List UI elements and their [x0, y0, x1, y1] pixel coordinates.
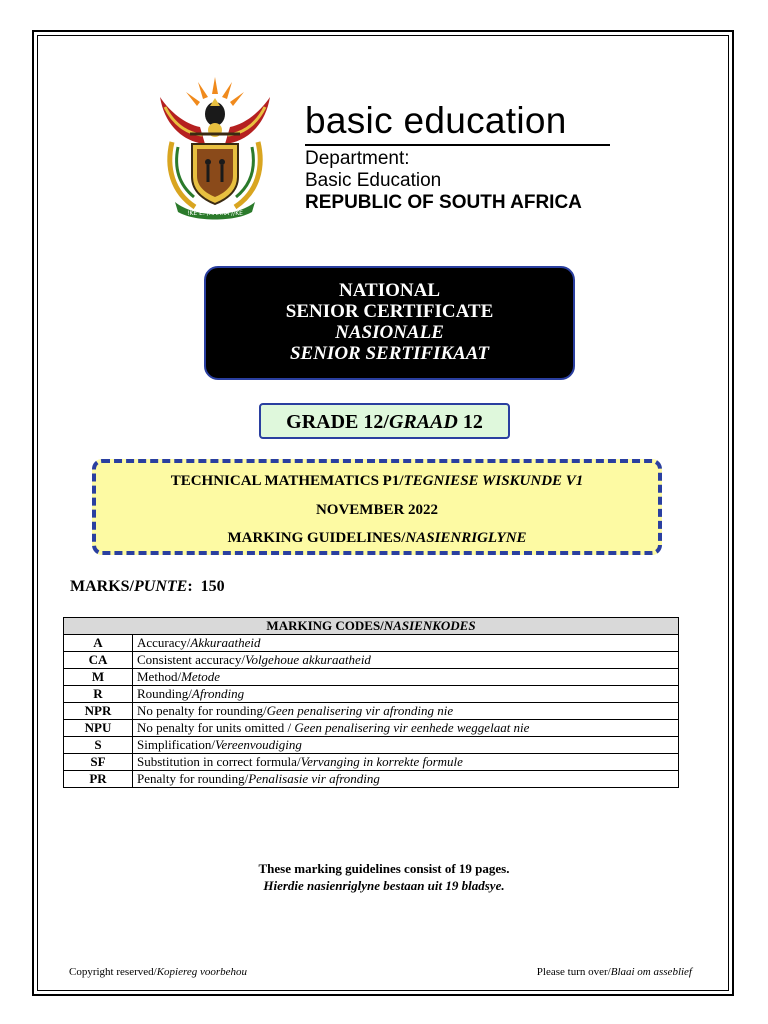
- table-row: [64, 754, 679, 771]
- subject-title-en: TECHNICAL MATHEMATICS P1/: [170, 473, 404, 489]
- table-row: [64, 686, 679, 703]
- description-cell: [133, 635, 679, 652]
- guideline-title-en: MARKING GUIDELINES/: [227, 530, 406, 546]
- description-cell: [133, 737, 679, 754]
- description-cell: [133, 652, 679, 669]
- description-en: No penalty for rounding/: [137, 703, 267, 718]
- subject-box: [92, 459, 662, 555]
- certificate-line-4: SENIOR SERTIFIKAAT: [289, 343, 490, 364]
- code-cell: R: [64, 686, 133, 703]
- dept-line-3: REPUBLIC OF SOUTH AFRICA: [305, 192, 582, 213]
- table-row: [64, 720, 679, 737]
- coat-of-arms-icon: [150, 72, 280, 222]
- brand-name: basic education: [305, 100, 567, 141]
- dept-line-2: Basic Education: [305, 170, 442, 191]
- marks-colon: :: [187, 578, 193, 595]
- marks-value: 150: [200, 578, 225, 595]
- description-af: Metode: [181, 669, 221, 684]
- guideline-title-af: NASIENRIGLYNE: [405, 530, 527, 546]
- description-af: Akkuraatheid: [190, 635, 261, 650]
- department-logo: [140, 62, 624, 232]
- description-cell: [133, 703, 679, 720]
- description-af: Geen penalisering vir afronding nie: [266, 703, 454, 718]
- page-count-en: These marking guidelines consist of 19 pages.: [258, 861, 510, 876]
- certificate-line-1: NATIONAL: [339, 280, 440, 301]
- description-en: Accuracy/: [137, 635, 191, 650]
- description-af: Geen penalisering vir eenhede weggelaat nie: [294, 720, 530, 735]
- description-cell: [133, 720, 679, 737]
- department-name: [305, 148, 582, 214]
- footer-copyright-en: Copyright reserved/: [69, 966, 157, 978]
- description-cell: [133, 771, 679, 788]
- code-cell: SF: [64, 754, 133, 771]
- description-en: Consistent accuracy/: [137, 652, 245, 667]
- table-header: [64, 618, 679, 635]
- description-en: Penalty for rounding/: [137, 771, 249, 786]
- description-af: Afronding: [191, 686, 245, 701]
- table-row: [64, 771, 679, 788]
- subject-title-af: TEGNIESE WISKUNDE V1: [403, 473, 584, 489]
- marking-codes-table: [63, 617, 679, 788]
- code-cell: NPR: [64, 703, 133, 720]
- footer-turn-over-af: Blaai om asseblief: [610, 966, 692, 978]
- table-row: [64, 635, 679, 652]
- description-cell: [133, 669, 679, 686]
- table-row: [64, 669, 679, 686]
- description-en: Rounding/: [137, 686, 192, 701]
- certificate-line-2: SENIOR CERTIFICATE: [285, 301, 494, 322]
- code-cell: M: [64, 669, 133, 686]
- marks-label-en: MARKS/: [70, 578, 134, 595]
- footer-turn-over-en: Please turn over/: [536, 966, 611, 978]
- page-count-af: Hierdie nasienriglyne bestaan uit 19 bladsye.: [263, 878, 505, 893]
- code-cell: PR: [64, 771, 133, 788]
- brand-underline: [305, 144, 610, 146]
- description-cell: [133, 686, 679, 703]
- description-en: Simplification/: [137, 737, 215, 752]
- grade-box: [259, 403, 510, 439]
- description-en: Method/: [137, 669, 182, 684]
- footer-copyright: [69, 966, 247, 978]
- table-row: [64, 703, 679, 720]
- code-cell: CA: [64, 652, 133, 669]
- description-cell: [133, 754, 679, 771]
- description-af: Vervanging in korrekte formule: [300, 754, 463, 769]
- table-body: [64, 635, 679, 788]
- footer-copyright-af: Kopiereg voorbehou: [156, 966, 248, 978]
- table-row: [64, 737, 679, 754]
- code-cell: NPU: [64, 720, 133, 737]
- dept-line-1: Department:: [305, 148, 410, 169]
- table-row: [64, 652, 679, 669]
- code-cell: A: [64, 635, 133, 652]
- table-header-af: NASIENKODES: [383, 618, 476, 633]
- total-marks: [70, 578, 225, 596]
- table-header-row: [64, 618, 679, 635]
- certificate-title-box: [204, 266, 575, 380]
- marks-label-af: PUNTE: [134, 578, 188, 595]
- grade-af: GRAAD: [388, 411, 458, 433]
- subject-title: [96, 473, 658, 490]
- exam-date: NOVEMBER 2022: [315, 502, 439, 518]
- code-cell: S: [64, 737, 133, 754]
- footer-turn-over: [537, 966, 692, 978]
- description-af: Volgehoue akkuraatheid: [244, 652, 371, 667]
- description-af: Penalisasie vir afronding: [248, 771, 380, 786]
- guideline-title: [96, 530, 658, 547]
- description-af: Vereenvoudiging: [215, 737, 302, 752]
- grade-number: 12: [457, 411, 483, 433]
- page-count-note: [0, 860, 768, 894]
- grade-en: GRADE 12/: [286, 411, 389, 433]
- table-header-en: MARKING CODES/: [266, 618, 384, 633]
- description-en: No penalty for units omitted /: [137, 720, 295, 735]
- description-en: Substitution in correct formula/: [137, 754, 301, 769]
- motto-text: !KE E: /XARRA //KE: [187, 210, 243, 217]
- certificate-line-3: NASIONALE: [335, 322, 444, 343]
